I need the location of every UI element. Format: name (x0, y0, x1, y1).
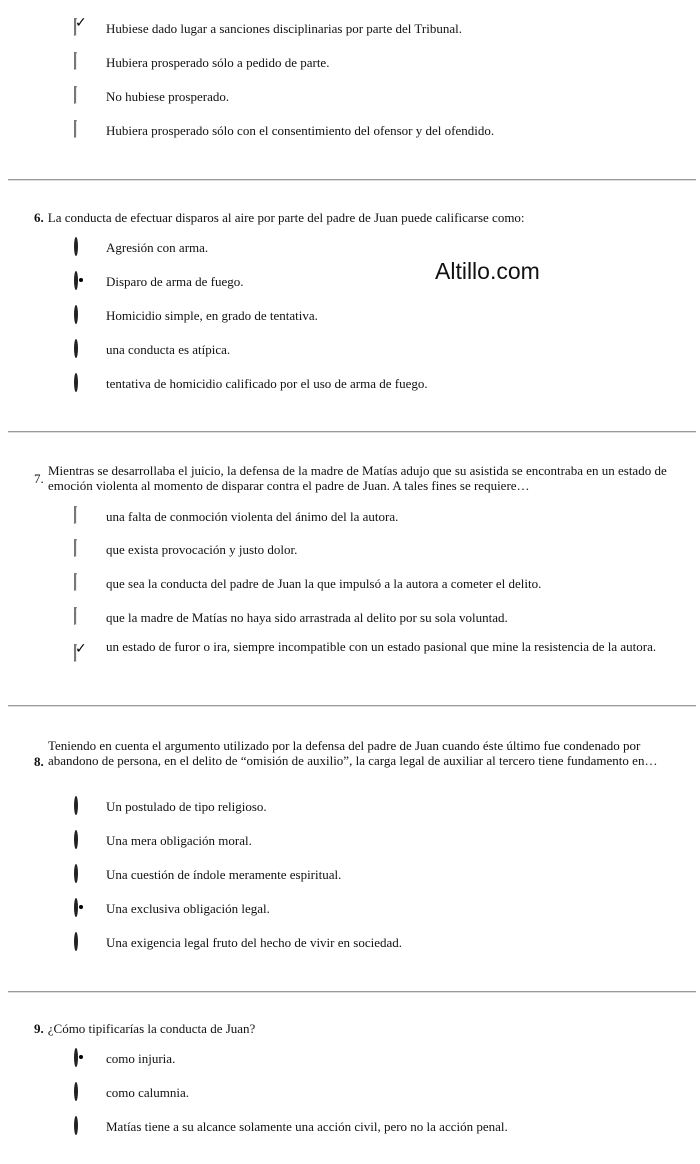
q7-option-5[interactable] (74, 638, 692, 660)
radio-button[interactable] (74, 341, 90, 355)
question-6 (34, 210, 692, 225)
option-label: una conducta es atípica. (106, 342, 231, 357)
checkbox[interactable] (74, 575, 90, 589)
radio-button-selected[interactable] (74, 900, 90, 914)
option-label: Hubiera prosperado sólo con el consentimiento del ofensor y del ofendido. (106, 123, 495, 138)
option-label: tentativa de homicidio calificado por el uso de arma de fuego. (106, 376, 428, 391)
question-9 (34, 1021, 692, 1036)
option-label: Un postulado de tipo religioso. (106, 799, 267, 814)
radio-button[interactable] (74, 934, 90, 948)
option-label: Homicidio simple, en grado de tentativa. (106, 308, 318, 323)
watermark: Altillo.com (435, 258, 540, 284)
question-number: 8. (34, 754, 44, 769)
option-label: Una exigencia legal fruto del hecho de vivir en sociedad. (106, 935, 402, 950)
question-text: Teniendo en cuenta el argumento utilizado por la defensa del padre de Juan cuando éste último fue condenado por abandono de persona, en el delito de “omisión de auxilio”, la carga legal de auxiliar al tercero tiene fundamento en… (48, 738, 658, 768)
q5-option-3[interactable] (74, 88, 692, 105)
q6-option-2[interactable] (74, 273, 692, 290)
question-8 (34, 738, 692, 769)
question-number: 9. (34, 1021, 44, 1036)
option-label: Hubiera prosperado sólo a pedido de parte. (106, 55, 330, 70)
checkbox-checked[interactable] (74, 646, 90, 660)
q8-option-4[interactable] (74, 900, 692, 917)
q7-option-4[interactable] (74, 609, 692, 626)
option-label: Una cuestión de índole meramente espiritual. (106, 867, 342, 882)
radio-button[interactable] (74, 307, 90, 321)
q7-option-3[interactable] (74, 575, 692, 592)
section-divider (8, 705, 696, 707)
radio-button[interactable] (74, 832, 90, 846)
q5-option-1[interactable] (74, 20, 692, 37)
q7-option-2[interactable] (74, 541, 692, 558)
checkbox-checked[interactable] (74, 20, 90, 34)
section-divider (8, 991, 696, 993)
section-divider (8, 431, 696, 433)
checkbox[interactable] (74, 122, 90, 136)
option-label: Matías tiene a su alcance solamente una acción civil, pero no la acción penal. (106, 1119, 508, 1134)
option-label: Disparo de arma de fuego. (106, 274, 244, 289)
option-label: No hubiese prosperado. (106, 89, 230, 104)
checkbox[interactable] (74, 541, 90, 555)
option-label: Una mera obligación moral. (106, 833, 252, 848)
option-label: que sea la conducta del padre de Juan la que impulsó a la autora a cometer el delito. (106, 576, 542, 591)
q8-option-1[interactable] (74, 798, 692, 815)
option-label: un estado de furor o ira, siempre incompatible con un estado pasional que mine la resistencia de la autora. (106, 639, 657, 654)
radio-button[interactable] (74, 1118, 90, 1132)
checkbox[interactable] (74, 609, 90, 623)
q8-option-2[interactable] (74, 832, 692, 849)
q6-option-1[interactable] (74, 239, 692, 256)
q8-option-5[interactable] (74, 934, 692, 951)
question-text: La conducta de efectuar disparos al aire por parte del padre de Juan puede calificarse como: (47, 210, 525, 225)
checkbox[interactable] (74, 88, 90, 102)
q7-option-1[interactable] (74, 508, 692, 525)
q8-option-3[interactable] (74, 866, 692, 883)
q6-option-5[interactable] (74, 375, 692, 392)
option-label: que la madre de Matías no haya sido arrastrada al delito por su sola voluntad. (106, 610, 508, 625)
option-label: Hubiese dado lugar a sanciones disciplinarias por parte del Tribunal. (106, 21, 462, 36)
question-number: 6. (34, 210, 44, 225)
checkbox[interactable] (74, 54, 90, 68)
option-label: Una exclusiva obligación legal. (106, 901, 270, 916)
q9-option-2[interactable] (74, 1084, 692, 1101)
option-label: como calumnia. (106, 1085, 190, 1100)
option-label: como injuria. (106, 1051, 176, 1066)
radio-button-selected[interactable] (74, 1050, 90, 1064)
option-label: que exista provocación y justo dolor. (106, 542, 298, 557)
question-text: Mientras se desarrollaba el juicio, la defensa de la madre de Matías adujo que su asistida se encontraba en un estado de emoción violenta al momento de disparar contra el padre de Juan. A tales fines se requiere… (48, 463, 667, 493)
option-label: Agresión con arma. (106, 240, 209, 255)
radio-button-selected[interactable] (74, 273, 90, 287)
q5-option-2[interactable] (74, 54, 692, 71)
checkbox[interactable] (74, 508, 90, 522)
option-label: una falta de conmoción violenta del ánimo del la autora. (106, 509, 399, 524)
question-text: ¿Cómo tipificarías la conducta de Juan? (47, 1021, 256, 1036)
q6-option-3[interactable] (74, 307, 692, 324)
radio-button[interactable] (74, 798, 90, 812)
question-number: 7. (34, 471, 44, 486)
radio-button[interactable] (74, 239, 90, 253)
radio-button[interactable] (74, 1084, 90, 1098)
q9-option-3[interactable] (74, 1118, 692, 1135)
question-7 (34, 463, 692, 493)
q5-option-4[interactable] (74, 122, 692, 139)
q6-option-4[interactable] (74, 341, 692, 358)
q9-option-1[interactable] (74, 1050, 692, 1067)
radio-button[interactable] (74, 375, 90, 389)
radio-button[interactable] (74, 866, 90, 880)
section-divider (8, 179, 696, 181)
